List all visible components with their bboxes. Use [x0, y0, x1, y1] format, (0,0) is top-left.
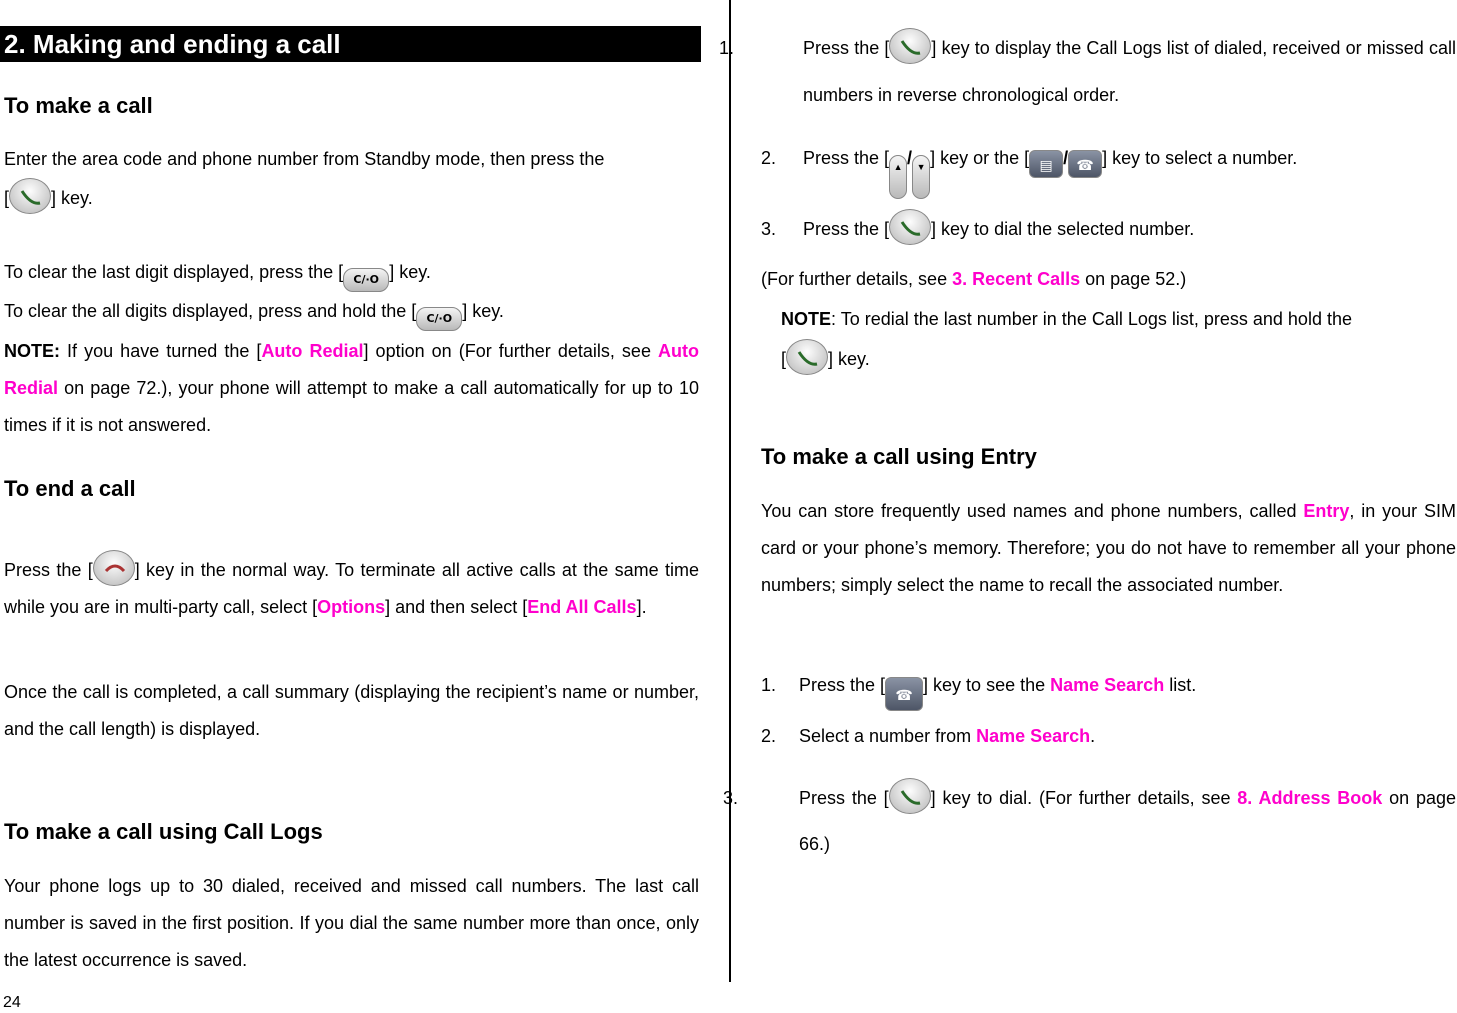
- clear-last-digit: To clear the last digit displayed, press the [ C/·O ] key.: [4, 257, 699, 292]
- send-key-icon: [889, 778, 931, 814]
- send-key-icon: [786, 339, 828, 375]
- phonebook-key-icon: ☎: [885, 677, 923, 711]
- call-logs-step-3: 3. Press the [ ] key to dial the selected number.: [761, 209, 1456, 248]
- heading-entry: To make a call using Entry: [761, 444, 1037, 469]
- entry-paragraph: You can store frequently used names and phone numbers, called Entry, in your SIM card or your phone’s memory. Therefore; you do not have to remember all your phone numbers; simply select the name to recall the associated number.: [761, 501, 1457, 595]
- make-call-paragraph: Enter the area code and phone number from Standby mode, then press the [ ] key.: [4, 141, 699, 217]
- call-summary-paragraph: Once the call is completed, a call summary (displaying the recipient’s name or number, and the call length) is displayed.: [4, 682, 699, 739]
- send-key-icon: [9, 178, 51, 214]
- page-number: 24: [3, 994, 21, 1011]
- note-auto-redial: NOTE: If you have turned the [Auto Redial] option on (For further details, see Auto Redial on page 72.), your phone will attempt to make a call automatically for up to 10 times if it is not answered.: [4, 341, 699, 435]
- send-key-icon: [889, 28, 931, 64]
- chapter-title: 2. Making and ending a call: [0, 26, 701, 62]
- note-redial: NOTE: To redial the last number in the Call Logs list, press and hold the [ ] key.: [781, 299, 1456, 379]
- call-logs-step-1: 1. Press the [ ] key to display the Call Logs list of dialed, received or missed call numbers in reverse chronological order.: [761, 25, 1456, 119]
- entry-step-2: 2. Select a number from Name Search.: [761, 726, 1096, 746]
- clear-key-icon: C/·O: [343, 268, 389, 292]
- call-logs-step-2: 2. Press the [ ▲ / ▼ ] key or the [ ▤ / ☎ ] key to select a number.: [761, 140, 1456, 199]
- column-divider: [729, 0, 731, 982]
- clear-all-digits: To clear the all digits displayed, press and hold the [ C/·O ] key.: [4, 296, 699, 331]
- call-logs-paragraph: Your phone logs up to 30 dialed, received and missed call numbers. The last call number is saved in the first position. If you dial the same number more than once, only the latest occurrence is saved.: [4, 876, 699, 970]
- heading-make-call: To make a call: [4, 93, 153, 118]
- menu-key-icon: ▤: [1029, 150, 1063, 178]
- end-call-paragraph: Press the [ ] key in the normal way. To terminate all active calls at the same time while you are in multi-party call, select [Options] and then select [End All Calls].: [4, 550, 699, 626]
- entry-step-1: 1. Press the [ ☎ ] key to see the Name Search list.: [761, 667, 1456, 711]
- send-key-icon: [889, 209, 931, 245]
- entry-step-3: 3. Press the [ ] key to dial. (For further details, see 8. Address Book on page 66.): [761, 775, 1456, 867]
- up-key-icon: ▲: [889, 155, 907, 199]
- further-details-recent: (For further details, see 3. Recent Calls on page 52.): [761, 269, 1187, 289]
- heading-end-call: To end a call: [4, 476, 136, 501]
- down-key-icon: ▼: [912, 155, 930, 199]
- end-key-icon: [93, 550, 135, 586]
- heading-call-logs: To make a call using Call Logs: [4, 819, 323, 844]
- clear-key-icon: C/·O: [416, 307, 462, 331]
- phonebook-key-icon: ☎: [1068, 150, 1102, 178]
